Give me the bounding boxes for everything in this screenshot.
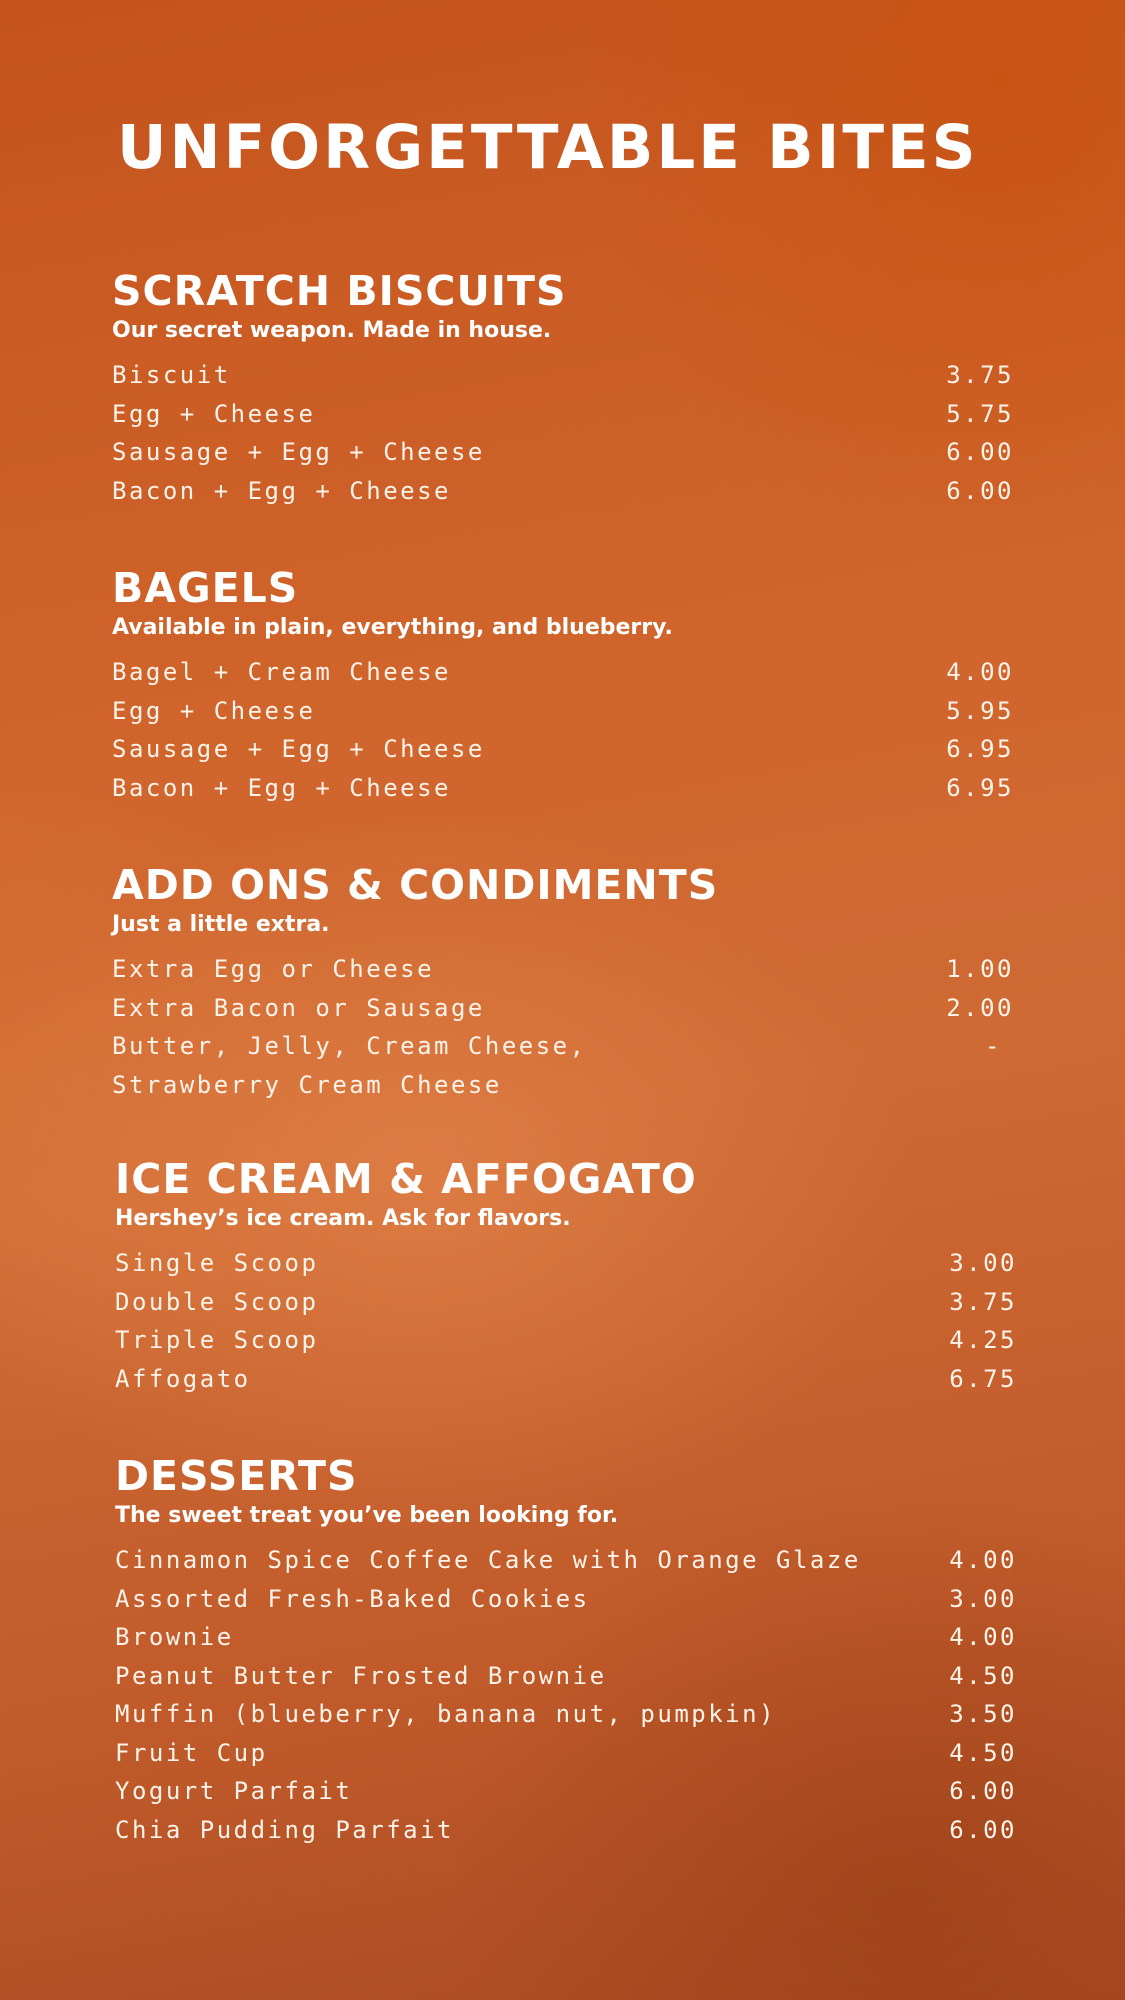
section-scratch-biscuits [112, 266, 1014, 510]
section-desserts [115, 1451, 1017, 1849]
menu-item [112, 395, 1014, 434]
item-price: 6.00 [946, 438, 1014, 466]
item-name: Single Scoop [115, 1249, 319, 1277]
item-price: 6.00 [949, 1777, 1017, 1805]
menu-item [115, 1541, 1017, 1580]
item-price: - [985, 1032, 1002, 1060]
item-price: 6.00 [946, 476, 1014, 505]
item-name: Sausage + Egg + Cheese [112, 438, 485, 466]
item-price: 3.75 [949, 1287, 1017, 1316]
item-price: 6.00 [949, 1815, 1017, 1844]
menu-item [115, 1360, 1017, 1399]
item-name: Bacon + Egg + Cheese [112, 773, 451, 802]
menu-item [112, 472, 1014, 511]
item-name: Extra Egg or Cheese [112, 955, 435, 983]
item-price: 4.25 [949, 1326, 1017, 1354]
item-name: Egg + Cheese [112, 399, 316, 428]
item-name: Double Scoop [115, 1287, 319, 1316]
item-price: 6.75 [949, 1364, 1017, 1393]
menu-item [112, 692, 1014, 731]
item-name: Chia Pudding Parfait [115, 1815, 454, 1844]
item-name: Biscuit [112, 361, 231, 389]
item-price: 6.95 [946, 735, 1014, 763]
item-price: 3.00 [949, 1584, 1017, 1613]
item-name: Sausage + Egg + Cheese [112, 735, 485, 763]
item-name: Fruit Cup [115, 1738, 268, 1767]
item-name: Brownie [115, 1623, 234, 1651]
item-price: 4.50 [949, 1661, 1017, 1690]
item-price: 2.00 [946, 993, 1014, 1022]
section-add-ons [112, 860, 1014, 1104]
item-name: Bagel + Cream Cheese [112, 658, 451, 686]
item-name: Assorted Fresh-Baked Cookies [115, 1584, 590, 1613]
section-subtitle: Our secret weapon. Made in house. [112, 318, 552, 343]
menu-item [112, 433, 1014, 472]
item-price: 4.00 [949, 1623, 1017, 1651]
menu-item [112, 1027, 1014, 1104]
section-subtitle: The sweet treat you’ve been looking for. [115, 1503, 619, 1528]
menu-item [112, 950, 1014, 989]
menu-item [115, 1283, 1017, 1322]
item-price: 6.95 [946, 773, 1014, 802]
menu-item [115, 1811, 1017, 1850]
item-name: Peanut Butter Frosted Brownie [115, 1661, 607, 1690]
item-name: Bacon + Egg + Cheese [112, 476, 451, 505]
item-name: Butter, Jelly, Cream Cheese, Strawberry Cream Cheese [112, 1032, 587, 1099]
section-title: ADD ONS & CONDIMENTS [112, 861, 719, 909]
menu-item [112, 989, 1014, 1028]
item-price: 4.00 [946, 658, 1014, 686]
menu-item [115, 1244, 1017, 1283]
section-title: DESSERTS [115, 1452, 358, 1500]
section-subtitle: Hershey’s ice cream. Ask for flavors. [115, 1206, 571, 1231]
menu-item [112, 356, 1014, 395]
menu-item [115, 1772, 1017, 1811]
section-title: SCRATCH BISCUITS [112, 267, 567, 315]
item-price: 5.75 [946, 399, 1014, 428]
item-price: 5.95 [946, 696, 1014, 725]
item-name: Yogurt Parfait [115, 1777, 353, 1805]
menu-item [115, 1657, 1017, 1696]
menu-item [115, 1734, 1017, 1773]
menu-item [112, 653, 1014, 692]
section-subtitle: Just a little extra. [112, 912, 330, 937]
item-name: Extra Bacon or Sausage [112, 993, 485, 1022]
menu-title: UNFORGETTABLE BITES [117, 112, 979, 183]
item-price: 1.00 [946, 955, 1014, 983]
item-name: Triple Scoop [115, 1326, 319, 1354]
menu-item [115, 1580, 1017, 1619]
menu-item [115, 1695, 1017, 1734]
menu-item [115, 1321, 1017, 1360]
section-title: BAGELS [112, 564, 299, 612]
section-bagels [112, 563, 1014, 807]
menu-item [112, 769, 1014, 808]
section-ice-cream [115, 1154, 1017, 1398]
item-name: Affogato [115, 1364, 251, 1393]
section-subtitle: Available in plain, everything, and blueberry. [112, 615, 673, 640]
item-price: 4.00 [949, 1546, 1017, 1574]
section-title: ICE CREAM & AFFOGATO [115, 1155, 697, 1203]
item-price: 3.75 [946, 361, 1014, 389]
item-price: 4.50 [949, 1738, 1017, 1767]
item-name: Muffin (blueberry, banana nut, pumpkin) [115, 1700, 777, 1728]
item-name: Egg + Cheese [112, 696, 316, 725]
item-price: 3.00 [949, 1249, 1017, 1277]
menu-item [112, 730, 1014, 769]
item-name: Cinnamon Spice Coffee Cake with Orange Glaze [115, 1546, 861, 1574]
item-price: 3.50 [949, 1700, 1017, 1728]
menu-item [115, 1618, 1017, 1657]
